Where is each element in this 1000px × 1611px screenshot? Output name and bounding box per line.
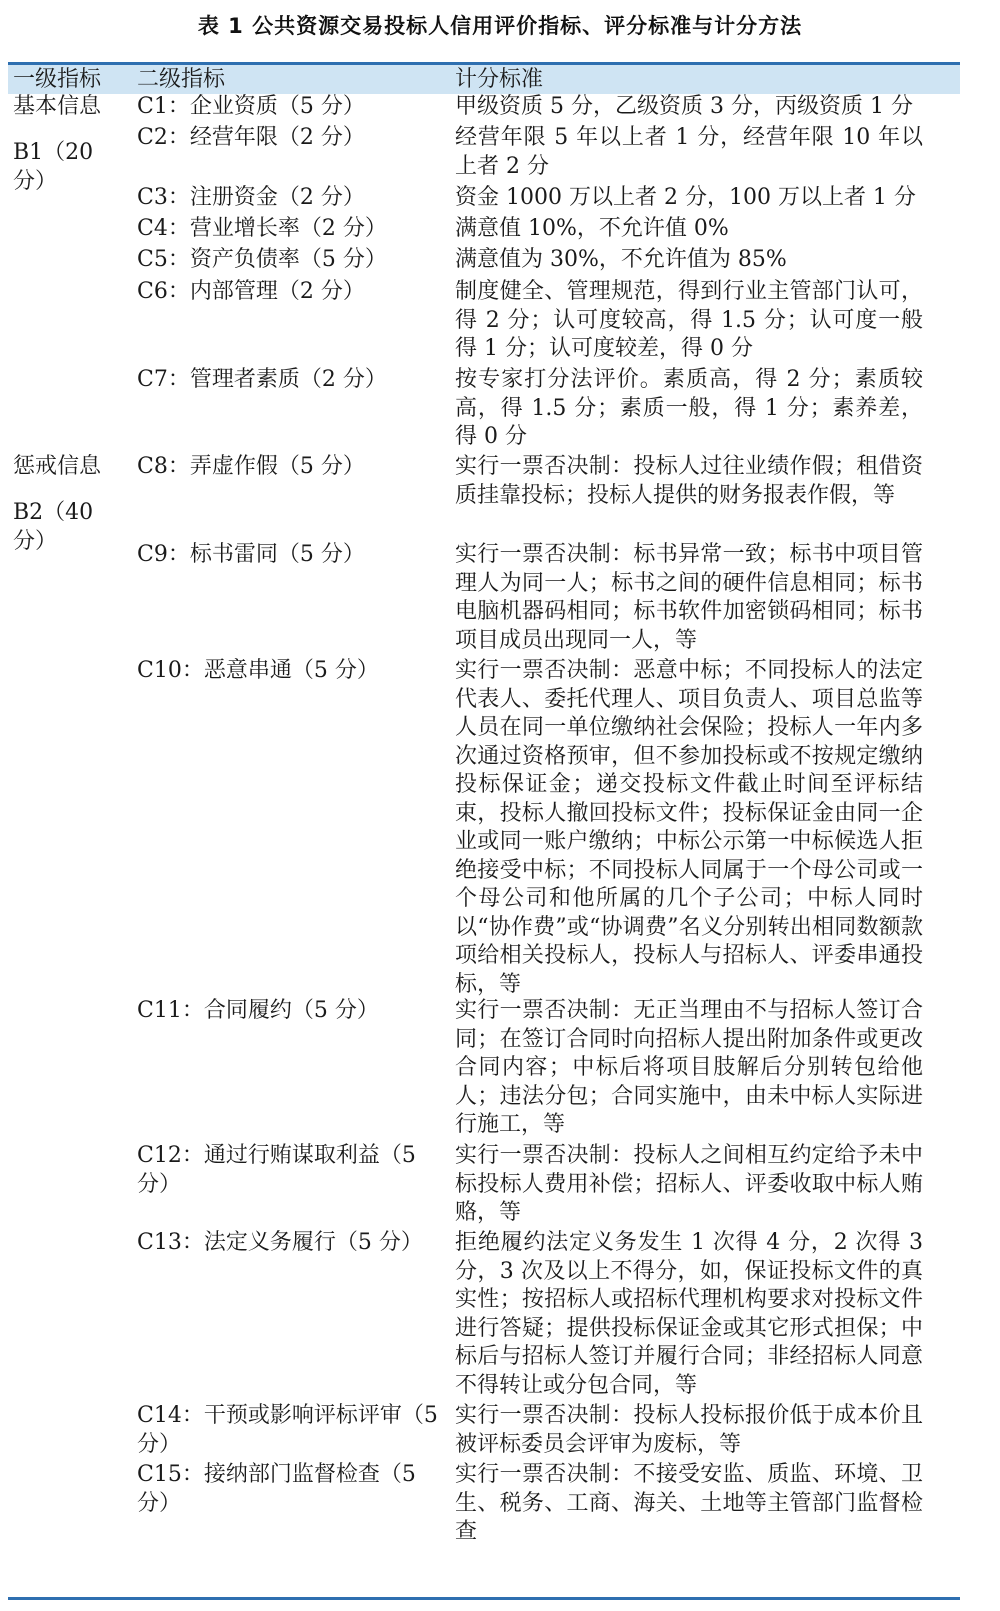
table-row-c11-criteria: 实行一票否决制：无正当理由不与招标人签订合同；在签订合同时向招标人提出附加条件或更改合同内容；中标后将项目肢解后分别转包给他人；违法分包；合同实施中，由未中标人实际进行施工，等 bbox=[455, 998, 923, 1137]
table-row-c13-criteria: 拒绝履约法定义务发生 1 次得 4 分，2 次得 3 分，3 次及以上不得分，如，保证投标文件的真实性；按招标人或招标代理机构要求对投标文件进行答疑；提供投标保证金或其它形式担保；中标后与招标人签订并履行合同；非经招标人同意不得转让或分包合同，等 bbox=[455, 1230, 923, 1398]
level1-b2-name: 惩戒信息 bbox=[13, 454, 102, 479]
table-row-c8-criteria: 实行一票否决制：投标人过往业绩作假；租借资质挂靠投标；投标人提供的财务报表作假，等 bbox=[455, 454, 923, 508]
table-row-c12-criteria: 实行一票否决制：投标人之间相互约定给予未中标投标人费用补偿；招标人、评委收取中标人贿赂，等 bbox=[455, 1143, 923, 1225]
level1-b1-code: B1（20 分） bbox=[13, 140, 94, 194]
table-row-c5-criteria: 满意值为 30%，不允许值为 85% bbox=[455, 247, 787, 272]
header-level1: 一级指标 bbox=[13, 67, 102, 92]
table-row-c15-indicator: C15：接纳部门监督检查（5 分） bbox=[137, 1462, 416, 1516]
table-row-c1-criteria: 甲级资质 5 分，乙级资质 3 分，丙级资质 1 分 bbox=[455, 94, 913, 119]
table-row-c10-criteria: 实行一票否决制：恶意中标；不同投标人的法定代表人、委托代理人、项目负责人、项目总监等人员在同一单位缴纳社会保险；投标人一年内多次通过资格预审，但不参加投标或不按规定缴纳投标保证金；递交投标文件截止时间至评标结束，投标人撤回投标文件；投标保证金由同一企业或同一账户缴纳；中标公示第一中标候选人拒绝接受中标；不同投标人同属于一个母公司或一个母公司和他所属的几个子公司；中标人同时以“协作费”或“协调费”名义分别转出相同数额款项给相关投标人，投标人与招标人、评委串通投标，等 bbox=[455, 658, 923, 997]
table-row-c7-criteria: 按专家打分法评价。素质高，得 2 分；素质较高，得 1.5 分；素质一般，得 1 分；素养差，得 0 分 bbox=[455, 367, 923, 449]
table-row-c10-indicator: C10：恶意串通（5 分） bbox=[137, 658, 379, 683]
table-caption: 表 1 公共资源交易投标人信用评价指标、评分标准与计分方法 bbox=[197, 14, 803, 38]
table-row-c13-indicator: C13：法定义务履行（5 分） bbox=[137, 1230, 423, 1255]
table-row-c14-indicator: C14：干预或影响评标评审（5 分） bbox=[137, 1403, 438, 1457]
header-criteria: 计分标准 bbox=[455, 67, 544, 92]
table-row-c11-indicator: C11：合同履约（5 分） bbox=[137, 998, 379, 1023]
table-row-c9-indicator: C9：标书雷同（5 分） bbox=[137, 542, 365, 567]
table-row-c3-indicator: C3：注册资金（2 分） bbox=[137, 185, 365, 210]
table-row-c6-indicator: C6：内部管理（2 分） bbox=[137, 279, 365, 304]
table-row-c1-indicator: C1：企业资质（5 分） bbox=[137, 94, 365, 119]
table-row-c6-criteria: 制度健全、管理规范，得到行业主管部门认可，得 2 分；认可度较高，得 1.5 分；认可度一般得 1 分；认可度较差，得 0 分 bbox=[455, 279, 923, 361]
table-row-c4-criteria: 满意值 10%，不允许值 0% bbox=[455, 216, 729, 241]
table-bottom-rule bbox=[8, 1597, 960, 1600]
table-row-c12-indicator: C12：通过行贿谋取利益（5 分） bbox=[137, 1143, 416, 1197]
table-row-c5-indicator: C5：资产负债率（5 分） bbox=[137, 247, 387, 272]
table-row-c9-criteria: 实行一票否决制：标书异常一致；标书中项目管理人为同一人；标书之间的硬件信息相同；标书电脑机器码相同；标书软件加密锁码相同；标书项目成员出现同一人，等 bbox=[455, 542, 923, 653]
table-header-row bbox=[8, 65, 960, 94]
table-row-c4-indicator: C4：营业增长率（2 分） bbox=[137, 216, 387, 241]
table-row-c8-indicator: C8：弄虚作假（5 分） bbox=[137, 454, 365, 479]
table-row-c3-criteria: 资金 1000 万以上者 2 分，100 万以上者 1 分 bbox=[455, 185, 916, 210]
header-level2: 二级指标 bbox=[137, 67, 226, 92]
table-row-c2-indicator: C2：经营年限（2 分） bbox=[137, 125, 365, 150]
table-row-c7-indicator: C7：管理者素质（2 分） bbox=[137, 367, 387, 392]
level1-b2-code: B2（40 分） bbox=[13, 500, 94, 554]
table-row-c2-criteria: 经营年限 5 年以上者 1 分，经营年限 10 年以上者 2 分 bbox=[455, 125, 923, 179]
table-row-c15-criteria: 实行一票否决制：不接受安监、质监、环境、卫生、税务、工商、海关、土地等主管部门监督检查 bbox=[455, 1462, 923, 1544]
level1-b1-name: 基本信息 bbox=[13, 94, 102, 119]
table-row-c14-criteria: 实行一票否决制：投标人投标报价低于成本价且被评标委员会评审为废标，等 bbox=[455, 1403, 923, 1457]
